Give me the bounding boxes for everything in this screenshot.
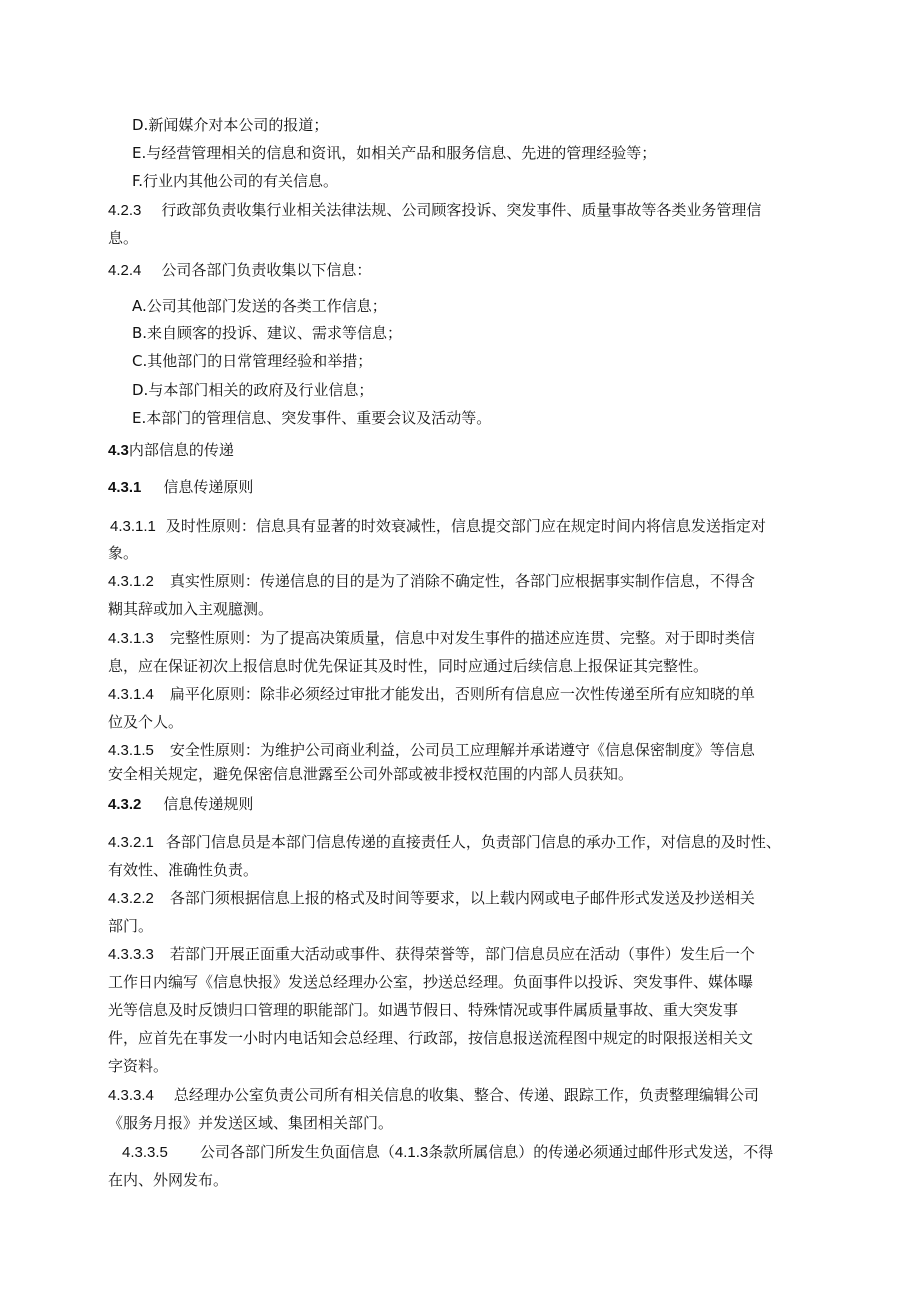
clause-number: 4.3.3.3	[108, 946, 154, 963]
paragraph-continuation: 在内、外网发布。	[108, 1171, 229, 1189]
clause-4-3-3-4	[108, 1085, 759, 1106]
clause-4-3-1-5	[108, 740, 755, 761]
section-heading-4-3-1	[108, 477, 253, 498]
paragraph-text: 扁平化原则：除非必须经过审批才能发出，否则所有信息应一次性传递至所有应知晓的单	[169, 685, 755, 703]
clause-number: 4.3.1.2	[108, 573, 154, 590]
list-item: A.公司其他部门发送的各类工作信息；	[132, 297, 387, 315]
section-4-2-4	[108, 260, 371, 281]
paragraph-continuation: 有效性、准确性负责。	[108, 861, 259, 879]
section-heading-4-3	[108, 440, 234, 461]
section-4-2-3	[108, 200, 761, 221]
paragraph-text: 各部门须根据信息上报的格式及时间等要求，以上载内网或电子邮件形式发送及抄送相关	[169, 889, 755, 907]
section-title: 内部信息的传递	[128, 441, 234, 459]
clause-number: 4.3.1.3	[108, 630, 154, 647]
paragraph-continuation: 光等信息及时反馈归口管理的职能部门。如遇节假日、特殊情况或事件属质量事故、重大突发事	[108, 1001, 739, 1019]
section-number: 4.2.3	[108, 202, 142, 219]
paragraph-continuation: 《服务月报》并发送区域、集团相关部门。	[108, 1114, 394, 1132]
paragraph-continuation: 位及个人。	[108, 713, 184, 731]
paragraph-text: 各部门信息员是本部门信息传递的直接责任人，负责部门信息的承办工作，对信息的及时性、	[165, 833, 781, 851]
list-item: C.其他部门的日常管理经验和举措；	[132, 352, 373, 370]
paragraph-text: 完整性原则：为了提高决策质量，信息中对发生事件的描述应连贯、完整。对于即时类信	[169, 629, 755, 647]
paragraph-text: 公司各部门负责收集以下信息：	[161, 261, 372, 279]
section-number: 4.3.2	[108, 796, 142, 813]
paragraph-continuation: 息。	[108, 229, 139, 247]
section-title: 信息传递原则	[163, 478, 254, 496]
section-title: 信息传递规则	[163, 795, 254, 813]
paragraph-text: 总经理办公室负责公司所有相关信息的收集、整合、传递、跟踪工作，负责整理编辑公司	[173, 1086, 759, 1104]
section-number: 4.3	[108, 442, 129, 459]
paragraph-text: 行政部负责收集行业相关法律法规、公司顾客投诉、突发事件、质量事故等各类业务管理信	[161, 201, 762, 219]
paragraph-continuation: 息，应在保证初次上报信息时优先保证其及时性，同时应通过后续信息上报保证其完整性。	[108, 657, 709, 675]
paragraph-text: 公司各部门所发生负面信息（	[199, 1143, 395, 1161]
paragraph-continuation: 象。	[108, 544, 139, 562]
list-item: E.本部门的管理信息、突发事件、重要会议及活动等。	[132, 409, 492, 427]
clause-number: 4.3.1.1	[110, 518, 156, 535]
paragraph-continuation: 字资料。	[108, 1057, 169, 1075]
section-number: 4.2.4	[108, 262, 142, 279]
clause-number: 4.3.2.2	[108, 890, 154, 907]
clause-number: 4.3.1.5	[108, 742, 154, 759]
list-item: F.行业内其他公司的有关信息。	[132, 172, 338, 190]
paragraph-text: 真实性原则：传递信息的目的是为了消除不确定性，各部门应根据事实制作信息，不得含	[169, 572, 755, 590]
paragraph-continuation: 件，应首先在事发一小时内电话知会总经理、行政部，按信息报送流程图中规定的时限报送相关文	[108, 1029, 754, 1047]
paragraph-text: 及时性原则：信息具有显著的时效衰减性，信息提交部门应在规定时间内将信息发送指定对	[165, 517, 766, 535]
clause-reference: 4.1.3	[394, 1144, 429, 1161]
paragraph-continuation: 安全相关规定，避免保密信息泄露至公司外部或被非授权范围的内部人员获知。	[108, 765, 634, 783]
clause-4-3-3-5	[122, 1142, 773, 1163]
clause-number: 4.3.1.4	[108, 686, 154, 703]
paragraph-continuation: 糊其辞或加入主观臆测。	[108, 600, 274, 618]
clause-4-3-1-4	[108, 684, 755, 705]
list-item: D.新闻媒介对本公司的报道；	[132, 116, 329, 134]
clause-4-3-2-1	[108, 832, 781, 853]
clause-number: 4.3.3.4	[108, 1087, 154, 1104]
paragraph-text: 条款所属信息）的传递必须通过邮件形式发送，不得	[428, 1143, 774, 1161]
list-item: B.来自顾客的投诉、建议、需求等信息；	[132, 324, 403, 342]
paragraph-continuation: 部门。	[108, 917, 154, 935]
clause-4-3-1-2	[108, 571, 755, 592]
clause-number: 4.3.3.5	[122, 1144, 168, 1161]
paragraph-text: 若部门开展正面重大活动或事件、获得荣誉等，部门信息员应在活动（事件）发生后一个	[169, 945, 755, 963]
list-item: E.与经营管理相关的信息和资讯，如相关产品和服务信息、先进的管理经验等；	[132, 144, 657, 162]
clause-4-3-3-3	[108, 944, 755, 965]
paragraph-continuation: 工作日内编写《信息快报》发送总经理办公室，抄送总经理。负面事件以投诉、突发事件、媒体曝	[108, 973, 754, 991]
list-item: D.与本部门相关的政府及行业信息；	[132, 381, 374, 399]
clause-4-3-2-2	[108, 888, 755, 909]
clause-number: 4.3.2.1	[108, 834, 154, 851]
section-heading-4-3-2	[108, 794, 253, 815]
paragraph-text: 安全性原则：为维护公司商业利益，公司员工应理解并承诺遵守《信息保密制度》等信息	[169, 741, 755, 759]
clause-4-3-1-1	[110, 516, 766, 537]
clause-4-3-1-3	[108, 628, 755, 649]
section-number: 4.3.1	[108, 479, 142, 496]
